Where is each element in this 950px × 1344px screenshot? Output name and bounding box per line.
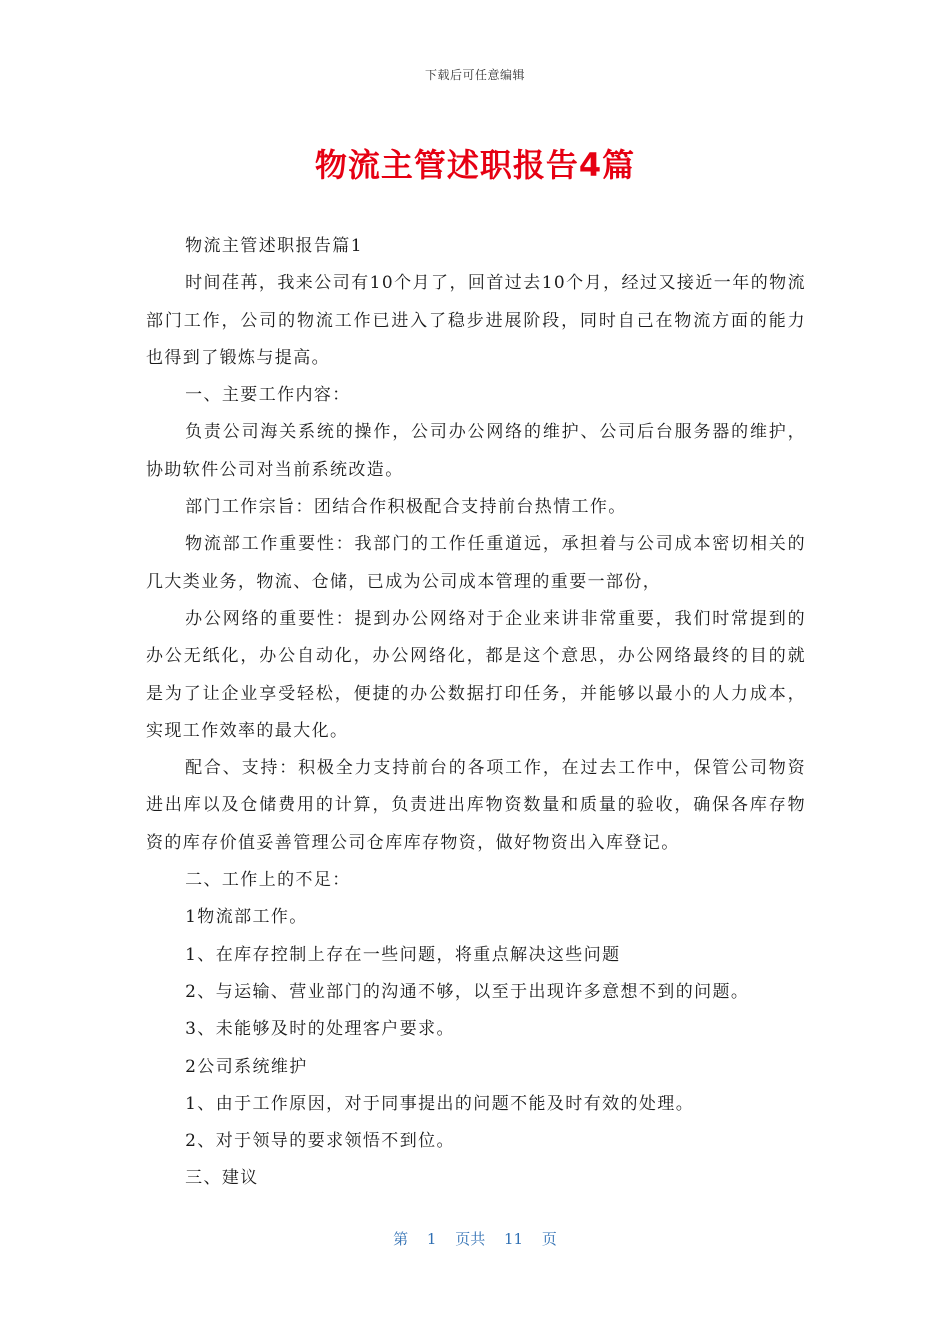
section-heading-main-work: 一、主要工作内容： [185,385,351,406]
body-paragraph: 负责公司海关系统的操作，公司办公网络的维护、公司后台服务器的维护，协助软件公司对当前系统改造。 [146,422,806,480]
document-body [146,228,806,1198]
sub-heading: 1物流部工作。 [185,907,308,928]
body-paragraph: 时间荏苒，我来公司有10个月了，回首过去10个月，经过又接近一年的物流部门工作，公司的物流工作已进入了稳步进展阶段，同时自己在物流方面的能力也得到了锻炼与提高。 [146,273,806,368]
section-heading-shortcomings: 二、工作上的不足： [185,870,351,891]
body-paragraph: 部门工作宗旨：团结合作积极配合支持前台热情工作。 [185,497,627,518]
document-title: 物流主管述职报告4篇 [314,146,636,184]
body-paragraph: 配合、支持：积极全力支持前台的各项工作，在过去工作中，保管公司物资进出库以及仓储费用的计算，负责进出库物资数量和质量的验收，确保各库存物资的库存价值妥善管理公司仓库库存物资，做好物资出入库登记。 [146,758,806,853]
page-footer: 第 1 页共 11 页 [393,1230,557,1248]
list-item: 1、在库存控制上存在一些问题，将重点解决这些问题 [185,944,621,965]
sub-heading: 2公司系统维护 [185,1056,308,1077]
list-item: 1、由于工作原因，对于同事提出的问题不能及时有效的处理。 [185,1093,695,1114]
section-heading-suggestions: 三、建议 [185,1168,259,1189]
list-item: 3、未能够及时的处理客户要求。 [185,1019,455,1040]
body-paragraph: 物流部工作重要性：我部门的工作任重道远，承担着与公司成本密切相关的几大类业务，物流、仓储，已成为公司成本管理的重要一部份， [146,534,806,592]
list-item: 2、与运输、营业部门的沟通不够，以至于出现许多意想不到的问题。 [185,981,750,1002]
list-item: 2、对于领导的要求领悟不到位。 [185,1131,455,1152]
section-heading-1: 物流主管述职报告篇1 [185,236,363,256]
header-note: 下载后可任意编辑 [424,68,525,82]
body-paragraph: 办公网络的重要性：提到办公网络对于企业来讲非常重要，我们时常提到的办公无纸化，办公自动化，办公网络化，都是这个意思，办公网络最终的目的就是为了让企业享受轻松，便捷的办公数据打印任务，并能够以最小的人力成本，实现工作效率的最大化。 [146,608,806,741]
